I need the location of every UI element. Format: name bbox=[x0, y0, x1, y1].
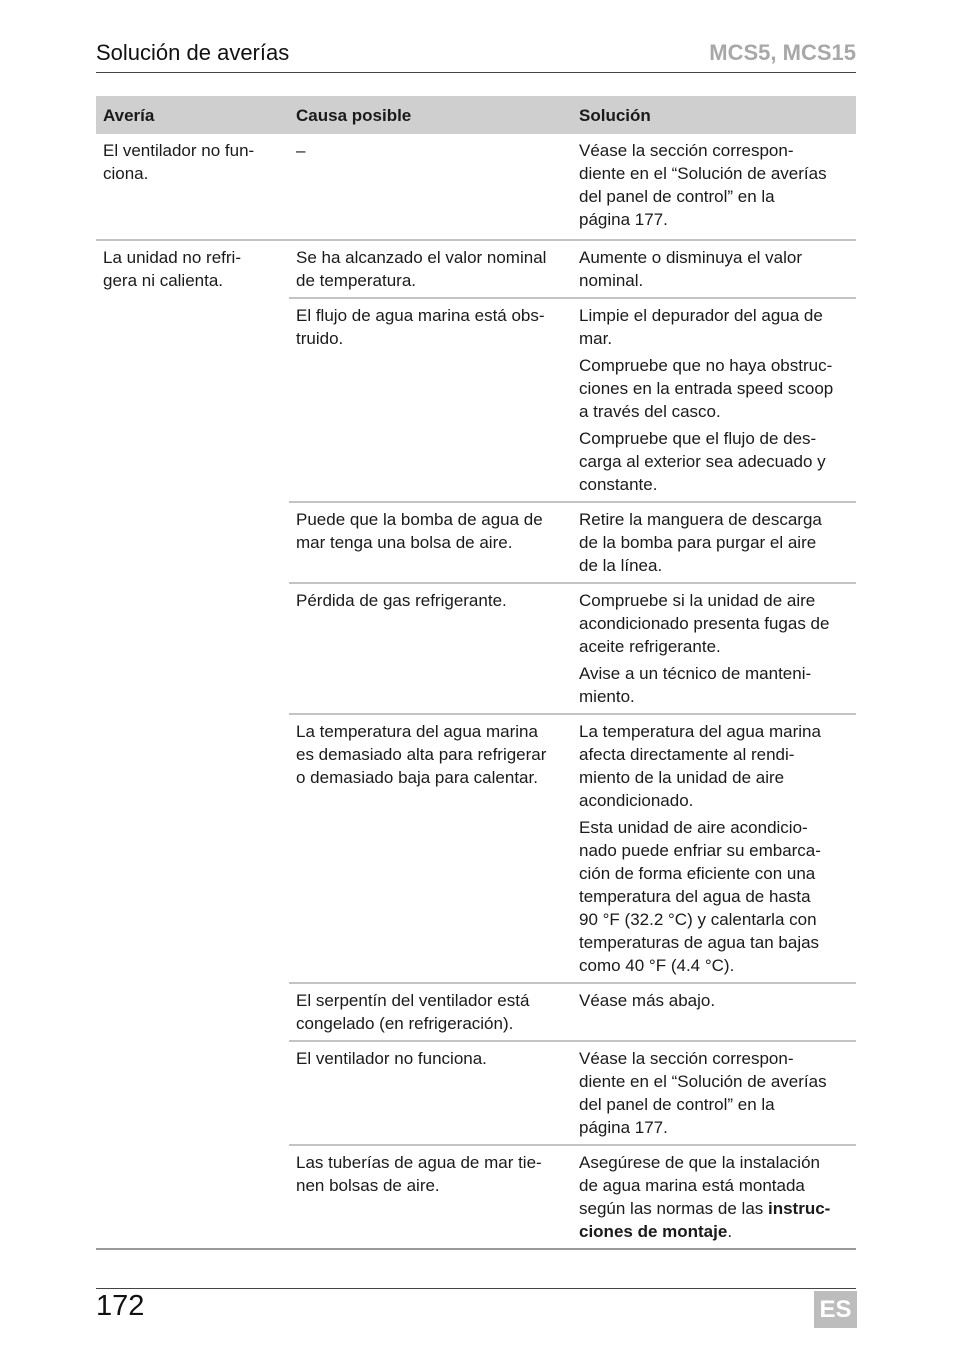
column-header-cause: Causa posible bbox=[289, 96, 572, 134]
column-header-fault: Avería bbox=[96, 96, 289, 134]
cause-text: El serpentín del ventilador está congelado (en refrigeración). bbox=[296, 991, 530, 1033]
language-badge: ES bbox=[814, 1291, 857, 1328]
manual-reference: instruc- ciones de montaje bbox=[579, 1199, 831, 1241]
table-row bbox=[96, 240, 856, 298]
solution-text bbox=[579, 1151, 849, 1243]
column-header-solution: Solución bbox=[572, 96, 856, 134]
solution-text: La temperatura del agua marina afecta directamente al rendi- miento de la unidad de aire acondicionado. bbox=[579, 722, 821, 810]
solution-text: Limpie el depurador del agua de mar. bbox=[579, 306, 823, 348]
fault-text: El ventilador no fun- ciona. bbox=[103, 141, 255, 183]
cause-text: La temperatura del agua marina es demasiado alta para refrigerar o demasiado baja para calentar. bbox=[296, 722, 547, 787]
cause-text: Las tuberías de agua de mar tie- nen bolsas de aire. bbox=[296, 1153, 542, 1195]
table-header-row bbox=[96, 96, 856, 134]
solution-text: Aumente o disminuya el valor nominal. bbox=[579, 248, 803, 290]
cause-text: El flujo de agua marina está obs- truido. bbox=[296, 306, 545, 348]
cause-text: – bbox=[296, 141, 306, 160]
troubleshooting-table bbox=[96, 96, 856, 1250]
fault-text: La unidad no refri- gera ni calienta. bbox=[103, 248, 241, 290]
solution-text: Véase la sección correspon- diente en el “Solución de averías del panel de control” en la página 177. bbox=[579, 141, 827, 229]
solution-text: Compruebe que el flujo de des- carga al exterior sea adecuado y constante. bbox=[579, 429, 826, 494]
solution-text: Esta unidad de aire acondicio- nado puede enfriar su embarca- ción de forma eficiente con una temperatura del agua de hasta 90 °F (32.2 °C) y calentarla con temperaturas de agua tan bajas como 40 °F (4.4 °C). bbox=[579, 818, 821, 975]
solution-text: Véase más abajo. bbox=[579, 991, 716, 1010]
solution-text-part: Asegúrese de que la instalación de agua marina está montada según las normas de las bbox=[579, 1153, 820, 1218]
solution-text: Retire la manguera de descarga de la bomba para purgar el aire de la línea. bbox=[579, 510, 822, 575]
cause-text: Se ha alcanzado el valor nominal de temperatura. bbox=[296, 248, 547, 290]
cause-text: El ventilador no funciona. bbox=[296, 1049, 487, 1068]
page-number: 172 bbox=[96, 1290, 145, 1322]
solution-text-part: . bbox=[727, 1222, 733, 1241]
page-header bbox=[96, 38, 856, 73]
model-name: MCS5, MCS15 bbox=[709, 40, 856, 65]
cause-text: Pérdida de gas refrigerante. bbox=[296, 591, 507, 610]
footer-divider bbox=[96, 1288, 856, 1289]
table-row bbox=[96, 134, 856, 240]
solution-text: Compruebe si la unidad de aire acondicionado presenta fugas de aceite refrigerante. bbox=[579, 591, 830, 656]
solution-text: Véase la sección correspon- diente en el “Solución de averías del panel de control” en la página 177. bbox=[579, 1049, 827, 1137]
section-title: Solución de averías bbox=[96, 40, 290, 65]
cause-text: Puede que la bomba de agua de mar tenga una bolsa de aire. bbox=[296, 510, 543, 552]
solution-text: Compruebe que no haya obstruc- ciones en la entrada speed scoop a través del casco. bbox=[579, 356, 834, 421]
solution-text: Avise a un técnico de manteni- miento. bbox=[579, 664, 812, 706]
